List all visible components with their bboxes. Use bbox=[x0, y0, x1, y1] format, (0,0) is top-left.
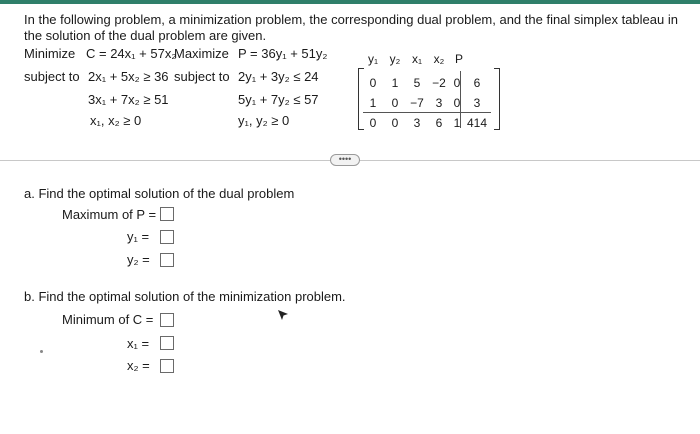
max-p-label: Maximum of P = bbox=[62, 207, 157, 222]
tableau-cell: −2 bbox=[432, 76, 446, 90]
tableau-cell: 0 bbox=[369, 116, 377, 130]
part-a-question: a. Find the optimal solution of the dual problem bbox=[24, 186, 295, 201]
min-c-label: Minimum of C = bbox=[62, 312, 154, 327]
x2-label: x₂ = bbox=[127, 358, 150, 373]
x1-answer-box[interactable] bbox=[160, 336, 174, 350]
tableau-header-y2: y₂ bbox=[389, 52, 401, 66]
primal-objective-label: Minimize bbox=[24, 46, 76, 61]
tableau-cell: 1 bbox=[453, 116, 461, 130]
top-accent-bar bbox=[0, 0, 700, 4]
dual-constraint-1: 2y₁ + 3y₂ ≤ 24 bbox=[238, 69, 319, 84]
tableau-cell: −7 bbox=[410, 96, 424, 110]
primal-constraints-label: subject to bbox=[24, 69, 80, 84]
tableau-cell: 0 bbox=[453, 76, 461, 90]
tableau-cell: 6 bbox=[473, 76, 481, 90]
tableau-cell: 0 bbox=[453, 96, 461, 110]
y1-label: y₁ = bbox=[127, 229, 150, 244]
more-options-button[interactable]: •••• bbox=[330, 154, 360, 166]
dual-objective-label: Maximize bbox=[174, 46, 229, 61]
primal-constraint-1: 2x₁ + 5x₂ ≥ 36 bbox=[88, 69, 169, 84]
min-c-answer-box[interactable] bbox=[160, 313, 174, 327]
y2-answer-box[interactable] bbox=[160, 253, 174, 267]
tableau-right-bracket bbox=[494, 68, 500, 130]
tableau-horizontal-divider bbox=[363, 112, 491, 113]
max-p-answer-box[interactable] bbox=[160, 207, 174, 221]
mouse-cursor-icon bbox=[277, 309, 289, 321]
tableau-cell: 6 bbox=[435, 116, 443, 130]
tableau-cell: 0 bbox=[391, 96, 399, 110]
tableau-cell: 0 bbox=[369, 76, 377, 90]
stray-dot bbox=[40, 350, 43, 353]
tableau-header-x1: x₁ bbox=[411, 52, 423, 66]
primal-objective: C = 24x₁ + 57x₂ bbox=[86, 46, 177, 61]
tableau-cell: 5 bbox=[413, 76, 421, 90]
tableau-cell: 3 bbox=[435, 96, 443, 110]
tableau-cell: 0 bbox=[391, 116, 399, 130]
tableau-cell: 3 bbox=[413, 116, 421, 130]
tableau-header-x2: x₂ bbox=[433, 52, 445, 66]
x2-answer-box[interactable] bbox=[160, 359, 174, 373]
primal-constraint-2: 3x₁ + 7x₂ ≥ 51 bbox=[88, 92, 169, 107]
tableau-cell: 414 bbox=[466, 116, 488, 130]
y1-answer-box[interactable] bbox=[160, 230, 174, 244]
dual-nonnegativity: y₁, y₂ ≥ 0 bbox=[238, 113, 290, 128]
part-b-question: b. Find the optimal solution of the minimization problem. bbox=[24, 289, 346, 304]
dual-objective: P = 36y₁ + 51y₂ bbox=[238, 46, 328, 61]
tableau-cell: 1 bbox=[391, 76, 399, 90]
primal-nonnegativity: x₁, x₂ ≥ 0 bbox=[90, 113, 142, 128]
tableau-header-y1: y₁ bbox=[367, 52, 379, 66]
problem-intro: In the following problem, a minimization problem, the corresponding dual problem, and the final simplex tableau in the solution of the dual problem are given. bbox=[24, 12, 678, 43]
x1-label: x₁ = bbox=[127, 336, 150, 351]
tableau-cell: 1 bbox=[369, 96, 377, 110]
dual-constraint-2: 5y₁ + 7y₂ ≤ 57 bbox=[238, 92, 319, 107]
y2-label: y₂ = bbox=[127, 252, 150, 267]
dual-constraints-label: subject to bbox=[174, 69, 230, 84]
tableau-header-p: P bbox=[454, 52, 463, 66]
tableau-cell: 3 bbox=[473, 96, 481, 110]
